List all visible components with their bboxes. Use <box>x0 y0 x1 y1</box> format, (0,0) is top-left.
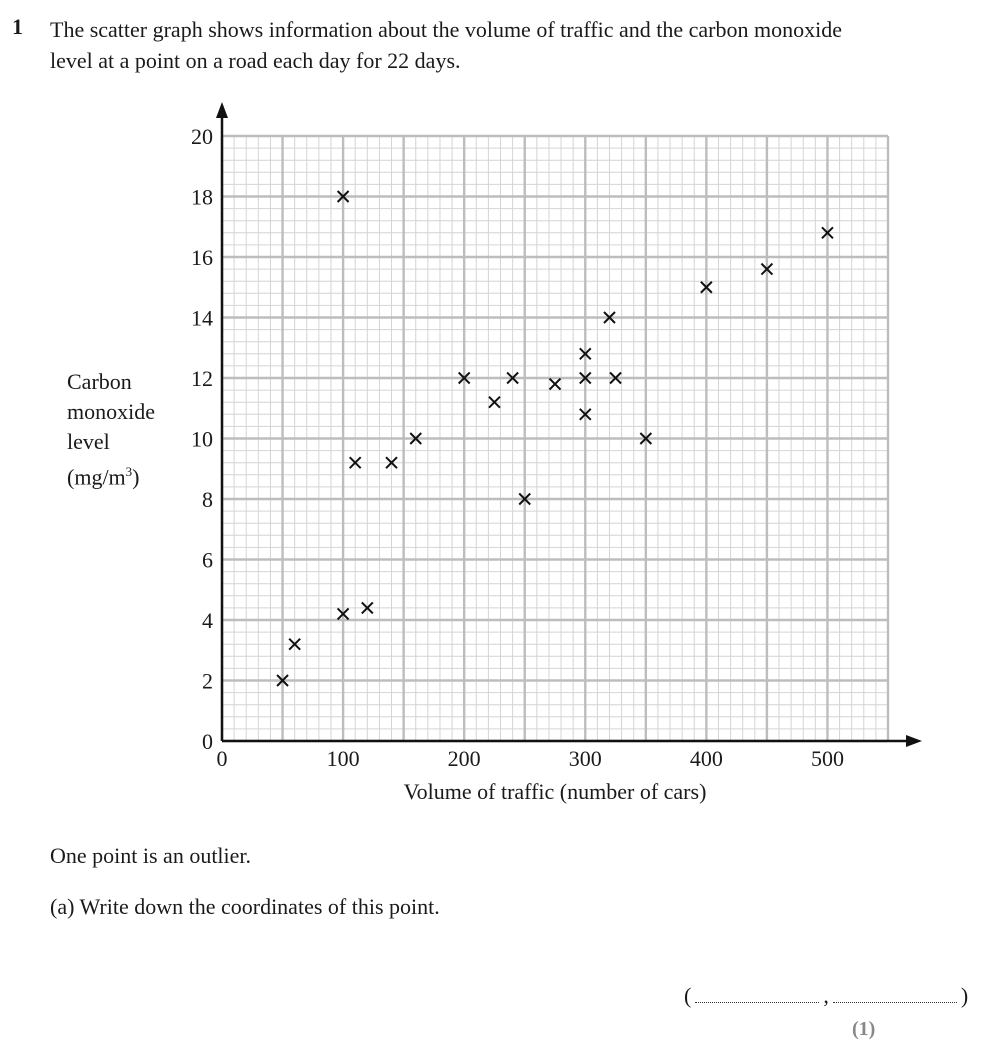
answer-comma: , <box>823 983 829 1008</box>
x-axis-arrow <box>906 735 922 747</box>
x-tick-label: 100 <box>326 746 360 771</box>
y-tick-label: 20 <box>191 124 213 149</box>
y-axis-label <box>67 367 155 492</box>
question-line-2: level at a point on a road each day for 22 days. <box>50 48 461 73</box>
part-a-question: (a) Write down the coordinates of this point. <box>50 894 440 919</box>
outlier-statement: One point is an outlier. <box>50 843 252 868</box>
major-grid <box>222 136 888 741</box>
marks-allocation: (1) <box>852 1018 876 1040</box>
axes <box>216 102 922 747</box>
x-axis-label: Volume of traffic (number of cars) <box>403 779 707 804</box>
y-tick-label: 14 <box>191 305 213 331</box>
y-tick-label: 4 <box>202 608 213 633</box>
y-unit-post: ) <box>132 464 140 490</box>
y-axis-label-line-1: Carbon <box>67 369 132 394</box>
x-tick-label: 400 <box>689 746 723 771</box>
x-tick-label: 500 <box>810 746 844 771</box>
x-tick-label: 300 <box>568 746 602 771</box>
y-tick-label: 0 <box>202 729 213 754</box>
answer-y-field[interactable] <box>833 986 957 1003</box>
y-axis-label-line-3: level <box>67 429 110 454</box>
data-point-cross <box>550 379 561 390</box>
answer-x-field[interactable] <box>695 986 819 1003</box>
y-tick-label: 18 <box>191 184 213 210</box>
y-tick-label: 12 <box>191 366 213 391</box>
answer-close-paren: ) <box>960 983 969 1008</box>
y-tick-label: 2 <box>202 668 213 694</box>
y-axis-label-line-2: monoxide <box>67 399 155 424</box>
y-tick-label: 10 <box>191 426 213 452</box>
y-axis-label-line-4 <box>67 457 155 492</box>
answer-coordinates <box>684 983 968 1009</box>
y-tick-label: 16 <box>191 245 213 270</box>
y-tick-label: 8 <box>202 487 213 512</box>
x-tick-label: 0 <box>216 746 228 771</box>
y-tick-label: 6 <box>202 547 213 573</box>
question-number: 1 <box>12 14 23 39</box>
y-unit-pre: (mg/m <box>67 464 126 490</box>
answer-open-paren: ( <box>684 983 692 1008</box>
y-axis-arrow <box>216 102 228 118</box>
x-tick-label: 200 <box>447 746 481 771</box>
y-unit-sup: 3 <box>125 464 133 479</box>
question-line-1: The scatter graph shows information about the volume of traffic and the carbon monoxide <box>50 17 842 42</box>
